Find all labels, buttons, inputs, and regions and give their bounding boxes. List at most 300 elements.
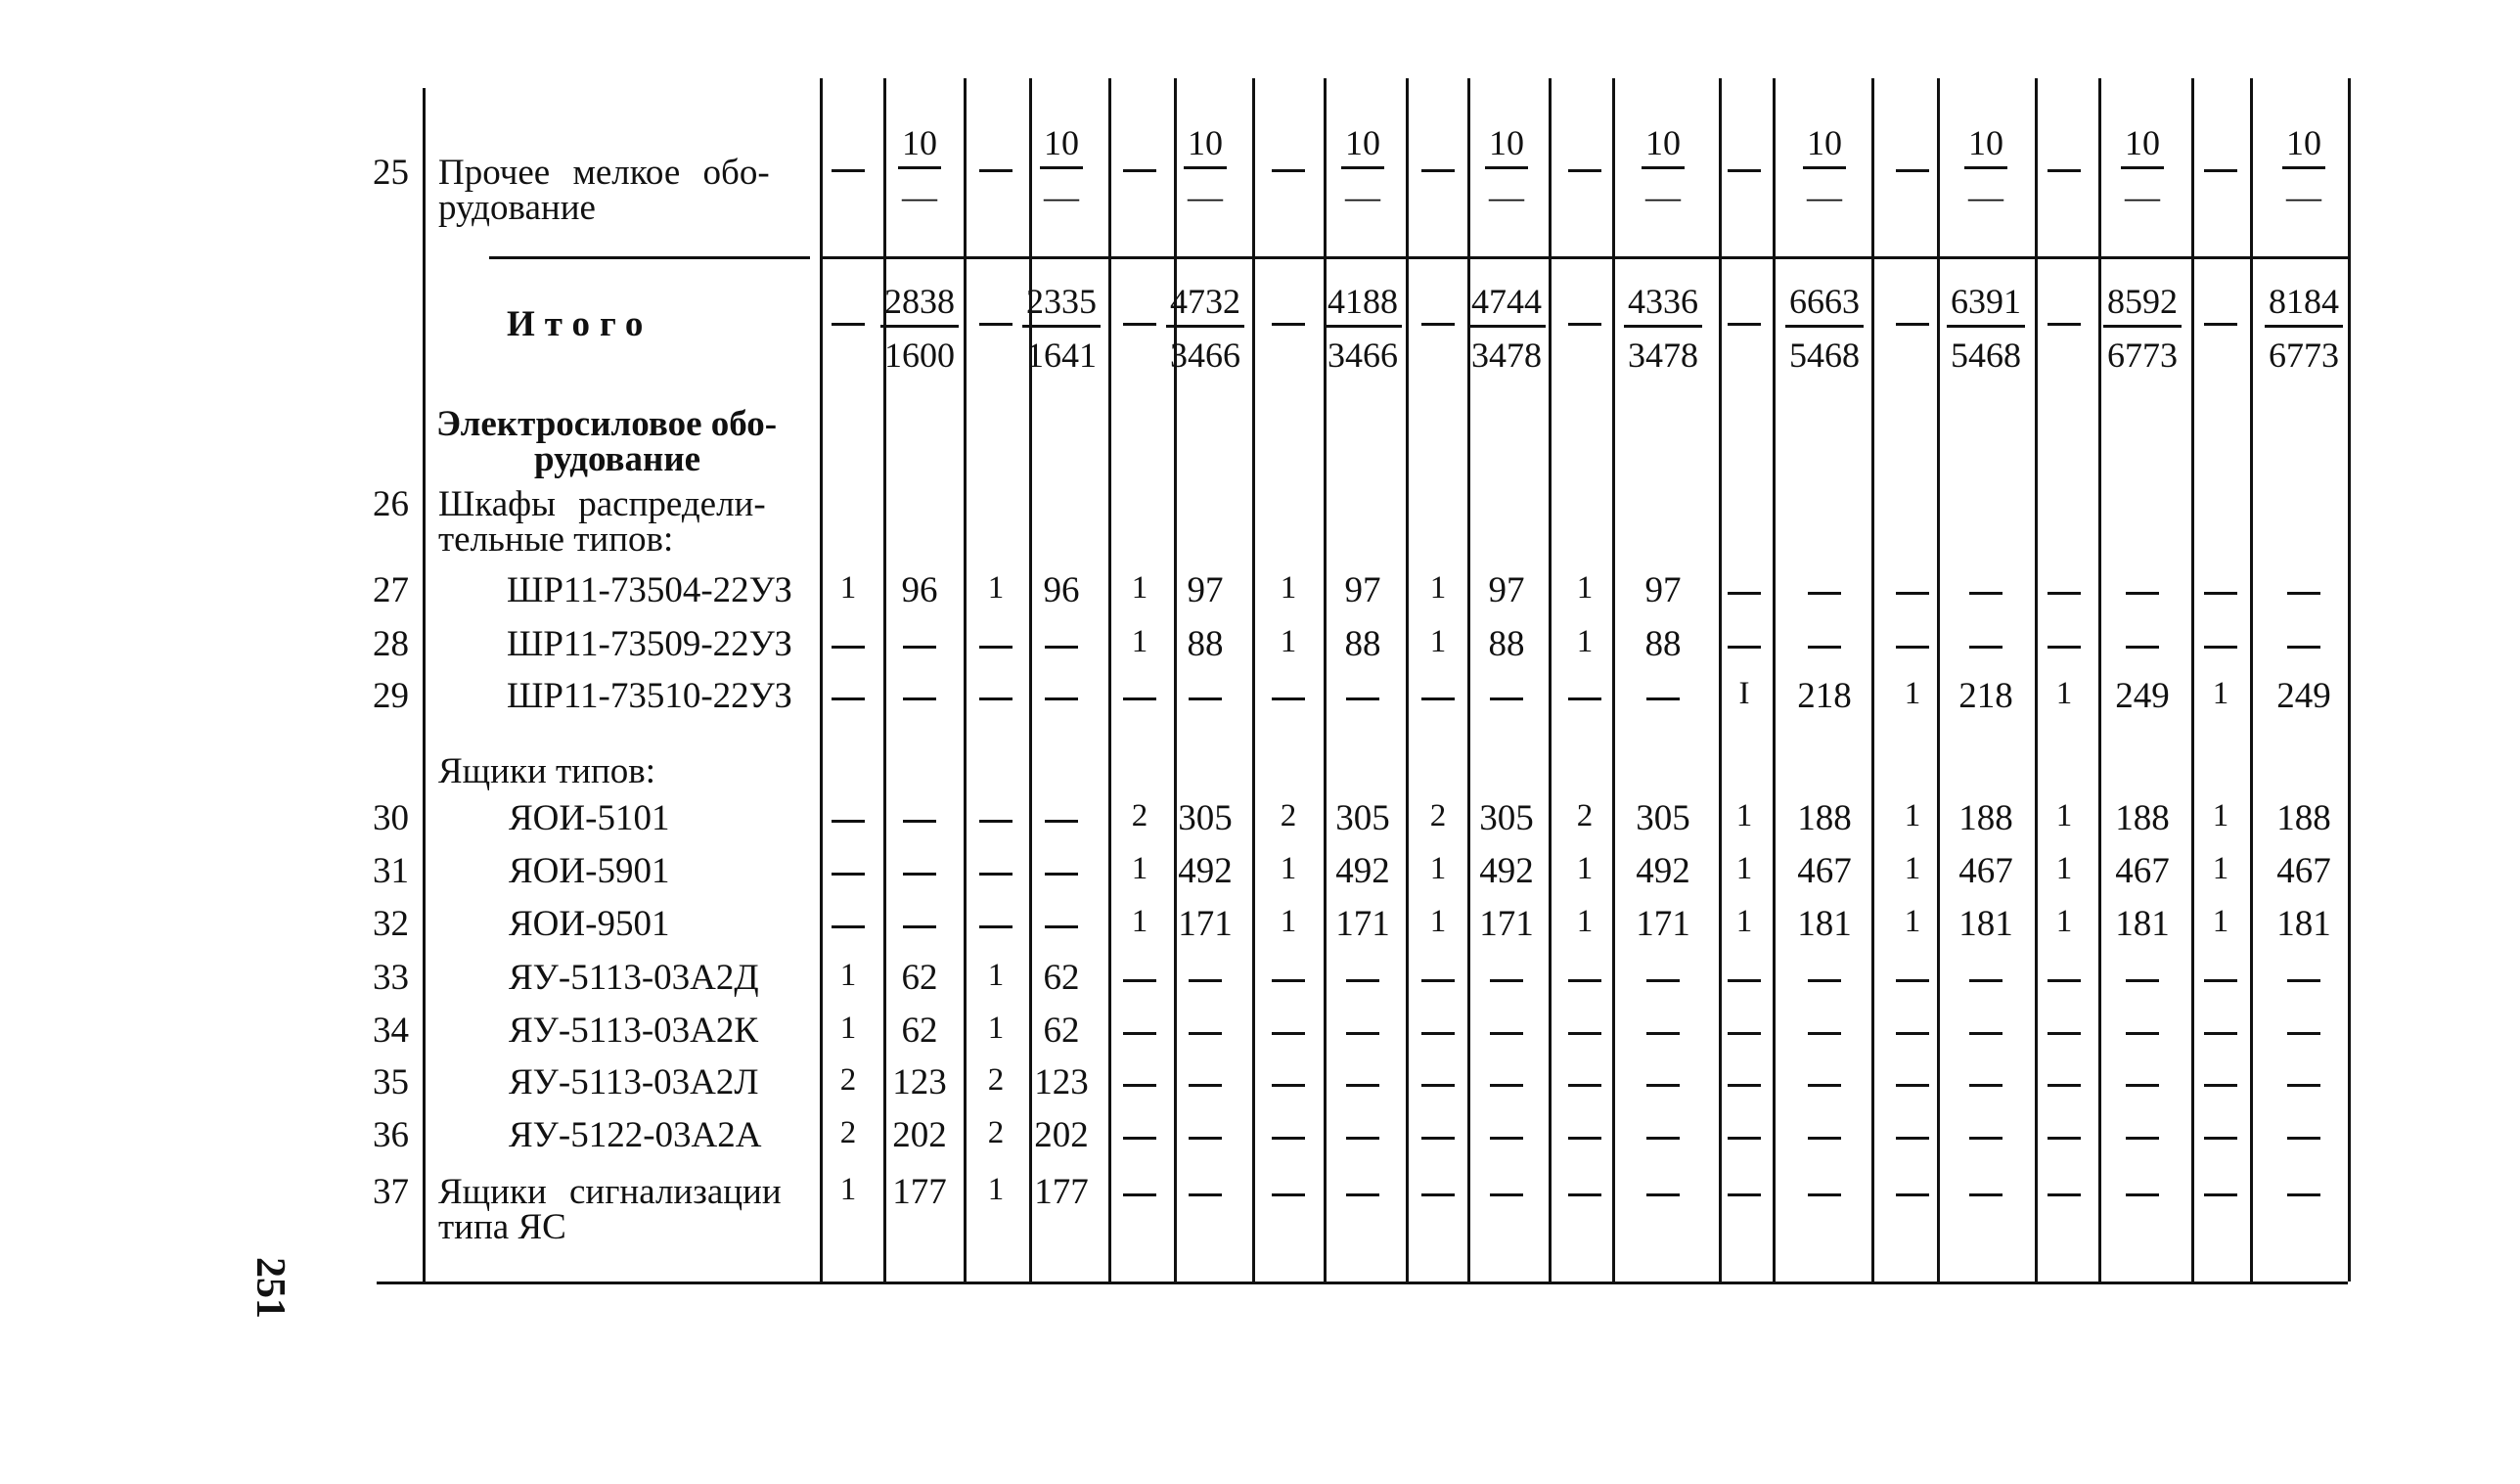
dash-cell (1969, 1193, 2002, 1196)
value-cell: 492 (1479, 851, 1534, 891)
dash-cell (1346, 1084, 1379, 1087)
fraction-numerator: 10 (1188, 123, 1223, 162)
row-label: ЯОИ-5101 (509, 798, 670, 838)
row-label: ШР11-73509-22УЗ (507, 624, 792, 664)
dash-cell (1272, 1032, 1305, 1035)
dash-cell (832, 925, 865, 928)
value-cell: 305 (1335, 798, 1390, 838)
dash-cell (2048, 592, 2081, 595)
dash-cell (2204, 1084, 2237, 1087)
dash-cell (1728, 979, 1761, 982)
dash-cell (2048, 979, 2081, 982)
fraction-cell (1803, 125, 1846, 214)
fraction-denominator: — (1044, 177, 1079, 216)
fraction-numerator: 8592 (2107, 282, 2178, 321)
dash-cell (1646, 1193, 1680, 1196)
dash-cell (1272, 169, 1305, 172)
fraction-numerator: 2838 (884, 282, 955, 321)
quantity-cell: 2 (1131, 798, 1148, 833)
fraction-denominator: — (2125, 177, 2160, 216)
dash-cell (1346, 1193, 1379, 1196)
dash-cell (1123, 323, 1156, 326)
row-number: 30 (373, 798, 409, 838)
quantity-cell: 1 (2212, 676, 2229, 711)
fraction-numerator: 6663 (1789, 282, 1860, 321)
dash-cell (1728, 1193, 1761, 1196)
row-label: тельные типов: (438, 519, 674, 560)
value-cell: 218 (1958, 676, 2013, 716)
quantity-cell: 1 (1429, 851, 1447, 886)
quantity-cell: 1 (2055, 798, 2073, 833)
value-cell: 62 (901, 1011, 938, 1051)
value-cell: 97 (1644, 570, 1682, 610)
dash-cell (1346, 697, 1379, 700)
dash-cell (1808, 646, 1841, 649)
dash-cell (1568, 979, 1601, 982)
value-cell: 88 (1187, 624, 1224, 664)
value-cell: 62 (1043, 958, 1080, 998)
dash-cell (1969, 1084, 2002, 1087)
value-cell: 88 (1488, 624, 1525, 664)
dash-cell (1123, 1032, 1156, 1035)
value-cell: 88 (1644, 624, 1682, 664)
dash-cell (1272, 697, 1305, 700)
value-cell: 467 (2276, 851, 2331, 891)
value-cell: 202 (892, 1115, 947, 1155)
dash-cell (1123, 697, 1156, 700)
row-label: ЯУ-5113-03А2К (509, 1011, 759, 1051)
fraction-cell (2265, 284, 2343, 373)
fraction-cell (2103, 284, 2182, 373)
dash-cell (2287, 1137, 2320, 1140)
page-number: 251 (248, 1257, 292, 1319)
dash-cell (1808, 1084, 1841, 1087)
value-cell: 181 (2115, 904, 2170, 944)
row-number: 31 (373, 851, 409, 891)
dash-cell (1490, 697, 1523, 700)
value-cell: 188 (2276, 798, 2331, 838)
dash-cell (1646, 979, 1680, 982)
value-cell: 181 (1958, 904, 2013, 944)
dash-cell (2048, 646, 2081, 649)
dash-cell (1896, 1137, 1929, 1140)
fraction-cell (1022, 284, 1101, 373)
value-cell: 305 (1479, 798, 1534, 838)
dash-cell (979, 646, 1012, 649)
fraction-cell (1642, 125, 1685, 214)
quantity-cell: 1 (1131, 851, 1148, 886)
quantity-cell: 1 (2212, 798, 2229, 833)
fraction-cell (1341, 125, 1384, 214)
fraction-bar (898, 166, 941, 169)
dash-cell (1808, 1032, 1841, 1035)
fraction-cell (1785, 284, 1864, 373)
fraction-cell (1166, 284, 1244, 373)
value-cell: 62 (1043, 1011, 1080, 1051)
dash-cell (1189, 1032, 1222, 1035)
value-cell: 188 (1958, 798, 2013, 838)
fraction-numerator: 10 (2125, 123, 2160, 162)
dash-cell (1421, 1084, 1455, 1087)
fraction-numerator: 10 (1968, 123, 2003, 162)
dash-cell (1728, 646, 1761, 649)
quantity-cell: 1 (839, 958, 857, 993)
quantity-cell: 2 (1429, 798, 1447, 833)
row-label: Ящики сигнализации (438, 1172, 782, 1212)
fraction-denominator: — (2286, 177, 2321, 216)
dash-cell (2048, 1193, 2081, 1196)
value-cell: 62 (901, 958, 938, 998)
quantity-cell: 1 (2055, 676, 2073, 711)
quantity-cell: I (1738, 676, 1750, 711)
fraction-bar (2121, 166, 2164, 169)
dash-cell (1728, 323, 1761, 326)
quantity-cell: 1 (2212, 904, 2229, 939)
dash-cell (1490, 1084, 1523, 1087)
dash-cell (2126, 979, 2159, 982)
dash-cell (2287, 646, 2320, 649)
section-rule (820, 256, 2348, 259)
row-number: 29 (373, 676, 409, 716)
fraction-numerator: 10 (1645, 123, 1681, 162)
dash-cell (1808, 1193, 1841, 1196)
dash-cell (2287, 979, 2320, 982)
dash-cell (832, 873, 865, 876)
dash-cell (1646, 697, 1680, 700)
row-label: ШР11-73510-22УЗ (507, 676, 792, 716)
quantity-cell: 1 (2212, 851, 2229, 886)
quantity-cell: 2 (987, 1062, 1005, 1098)
fraction-bar (1022, 325, 1101, 328)
value-cell: 467 (1797, 851, 1852, 891)
fraction-denominator: 3466 (1328, 336, 1398, 375)
value-cell: 171 (1335, 904, 1390, 944)
row-label: рудование (534, 439, 701, 479)
dash-cell (903, 646, 936, 649)
value-cell: 171 (1479, 904, 1534, 944)
fraction-bar (2282, 166, 2325, 169)
dash-cell (1646, 1084, 1680, 1087)
dash-cell (1896, 323, 1929, 326)
column-rule (423, 88, 426, 1282)
row-number: 25 (373, 153, 409, 193)
value-cell: 305 (1178, 798, 1233, 838)
dash-cell (1568, 697, 1601, 700)
dash-cell (2204, 1032, 2237, 1035)
dash-cell (979, 323, 1012, 326)
quantity-cell: 1 (1904, 851, 1921, 886)
section-rule (489, 256, 810, 259)
fraction-cell (898, 125, 941, 214)
value-cell: 96 (1043, 570, 1080, 610)
quantity-cell: 1 (1576, 570, 1594, 606)
value-cell: 171 (1636, 904, 1690, 944)
dash-cell (1421, 169, 1455, 172)
dash-cell (2126, 1032, 2159, 1035)
dash-cell (2126, 1084, 2159, 1087)
dash-cell (1189, 1193, 1222, 1196)
fraction-cell (1485, 125, 1528, 214)
fraction-bar (1324, 325, 1402, 328)
quantity-cell: 1 (1576, 624, 1594, 659)
quantity-cell: 1 (1429, 624, 1447, 659)
dash-cell (1045, 925, 1078, 928)
dash-cell (2126, 646, 2159, 649)
fraction-numerator: 10 (902, 123, 937, 162)
dash-cell (2204, 646, 2237, 649)
value-cell: 492 (1335, 851, 1390, 891)
dash-cell (2048, 1084, 2081, 1087)
row-label: ЯОИ-5901 (509, 851, 670, 891)
fraction-denominator: — (1807, 177, 1842, 216)
dash-cell (1123, 1193, 1156, 1196)
row-number: 34 (373, 1011, 409, 1051)
dash-cell (979, 925, 1012, 928)
quantity-cell: 2 (1280, 798, 1297, 833)
dash-cell (1646, 1032, 1680, 1035)
fraction-cell (2121, 125, 2164, 214)
dash-cell (1421, 323, 1455, 326)
dash-cell (1045, 820, 1078, 823)
quantity-cell: 1 (987, 1172, 1005, 1207)
dash-cell (979, 169, 1012, 172)
dash-cell (1421, 1193, 1455, 1196)
value-cell: 467 (1958, 851, 2013, 891)
fraction-bar (2103, 325, 2182, 328)
row-number: 32 (373, 904, 409, 944)
dash-cell (1272, 1137, 1305, 1140)
fraction-denominator: 1600 (884, 336, 955, 375)
row-number: 27 (373, 570, 409, 610)
value-cell: 171 (1178, 904, 1233, 944)
fraction-cell (1184, 125, 1227, 214)
dash-cell (1568, 1084, 1601, 1087)
value-cell: 249 (2276, 676, 2331, 716)
dash-cell (1123, 1137, 1156, 1140)
dash-cell (1728, 169, 1761, 172)
dash-cell (1728, 1032, 1761, 1035)
fraction-denominator: 1641 (1026, 336, 1097, 375)
dash-cell (1490, 1137, 1523, 1140)
dash-cell (2204, 169, 2237, 172)
dash-cell (1189, 1084, 1222, 1087)
fraction-denominator: 6773 (2107, 336, 2178, 375)
dash-cell (1568, 1032, 1601, 1035)
dash-cell (1421, 1137, 1455, 1140)
fraction-denominator: 5468 (1951, 336, 2021, 375)
dash-cell (2126, 592, 2159, 595)
dash-cell (2126, 1137, 2159, 1140)
value-cell: 177 (892, 1172, 947, 1212)
fraction-numerator: 10 (1044, 123, 1079, 162)
dash-cell (1896, 1032, 1929, 1035)
quantity-cell: 1 (839, 1172, 857, 1207)
quantity-cell: 2 (1576, 798, 1594, 833)
quantity-cell: 1 (1735, 851, 1753, 886)
value-cell: 181 (1797, 904, 1852, 944)
quantity-cell: 1 (987, 958, 1005, 993)
quantity-cell: 1 (2055, 851, 2073, 886)
dash-cell (1272, 1193, 1305, 1196)
fraction-bar (1040, 166, 1083, 169)
fraction-cell (1964, 125, 2007, 214)
dash-cell (2204, 979, 2237, 982)
quantity-cell: 1 (1131, 624, 1148, 659)
dash-cell (1808, 592, 1841, 595)
value-cell: 88 (1344, 624, 1381, 664)
dash-cell (1568, 169, 1601, 172)
dash-cell (903, 925, 936, 928)
value-cell: 177 (1034, 1172, 1089, 1212)
row-number: 33 (373, 958, 409, 998)
row-label: Электросиловое обо- (436, 404, 778, 444)
quantity-cell: 2 (839, 1115, 857, 1150)
fraction-bar (1947, 325, 2025, 328)
dash-cell (2048, 1137, 2081, 1140)
dash-cell (832, 646, 865, 649)
value-cell: 305 (1636, 798, 1690, 838)
row-label: ЯУ-5113-03А2Л (509, 1062, 759, 1102)
dash-cell (1808, 1137, 1841, 1140)
dash-cell (2204, 323, 2237, 326)
dash-cell (832, 323, 865, 326)
dash-cell (1568, 323, 1601, 326)
row-label: ЯОИ-9501 (509, 904, 670, 944)
fraction-denominator: — (1188, 177, 1223, 216)
dash-cell (1728, 1084, 1761, 1087)
dash-cell (1045, 697, 1078, 700)
fraction-numerator: 4336 (1628, 282, 1698, 321)
dash-cell (1568, 1137, 1601, 1140)
fraction-numerator: 4732 (1170, 282, 1240, 321)
fraction-denominator: 3478 (1471, 336, 1542, 375)
fraction-numerator: 4188 (1328, 282, 1398, 321)
dash-cell (1969, 592, 2002, 595)
value-cell: 123 (1034, 1062, 1089, 1102)
dash-cell (1969, 979, 2002, 982)
quantity-cell: 1 (1280, 624, 1297, 659)
value-cell: 181 (2276, 904, 2331, 944)
quantity-cell: 1 (1429, 570, 1447, 606)
value-cell: 492 (1178, 851, 1233, 891)
dash-cell (1896, 646, 1929, 649)
row-label: ЯУ-5113-03А2Д (509, 958, 759, 998)
dash-cell (1189, 1137, 1222, 1140)
fraction-cell (2282, 125, 2325, 214)
value-cell: 202 (1034, 1115, 1089, 1155)
value-cell: 97 (1187, 570, 1224, 610)
dash-cell (1045, 646, 1078, 649)
dash-cell (1123, 1084, 1156, 1087)
quantity-cell: 1 (1280, 904, 1297, 939)
dash-cell (1568, 1193, 1601, 1196)
fraction-bar (1964, 166, 2007, 169)
fraction-numerator: 10 (1807, 123, 1842, 162)
fraction-denominator: 5468 (1789, 336, 1860, 375)
fraction-cell (1324, 284, 1402, 373)
quantity-cell: 1 (839, 1011, 857, 1046)
quantity-cell: 1 (1735, 904, 1753, 939)
dash-cell (1421, 979, 1455, 982)
fraction-bar (880, 325, 959, 328)
dash-cell (903, 697, 936, 700)
fraction-bar (1467, 325, 1546, 328)
dash-cell (1646, 1137, 1680, 1140)
quantity-cell: 2 (839, 1062, 857, 1098)
row-number: 26 (373, 484, 409, 524)
fraction-numerator: 4744 (1471, 282, 1542, 321)
fraction-denominator: — (902, 177, 937, 216)
row-label: Итого (507, 304, 653, 344)
fraction-numerator: 2335 (1026, 282, 1097, 321)
row-label: типа ЯС (438, 1207, 566, 1247)
row-label: Прочее мелкое обо- (438, 153, 770, 193)
quantity-cell: 1 (987, 570, 1005, 606)
fraction-numerator: 8184 (2269, 282, 2339, 321)
quantity-cell: 1 (1735, 798, 1753, 833)
fraction-cell (880, 284, 959, 373)
fraction-numerator: 10 (1345, 123, 1380, 162)
row-label: ШР11-73504-22УЗ (507, 570, 792, 610)
fraction-denominator: 3466 (1170, 336, 1240, 375)
value-cell: 467 (2115, 851, 2170, 891)
dash-cell (1896, 1193, 1929, 1196)
quantity-cell: 1 (839, 570, 857, 606)
dash-cell (1189, 979, 1222, 982)
value-cell: 188 (1797, 798, 1852, 838)
dash-cell (2287, 592, 2320, 595)
row-number: 36 (373, 1115, 409, 1155)
dash-cell (1969, 1137, 2002, 1140)
dash-cell (2204, 1137, 2237, 1140)
fraction-denominator: — (1345, 177, 1380, 216)
fraction-cell (1947, 284, 2025, 373)
fraction-denominator: — (1489, 177, 1524, 216)
quantity-cell: 1 (1131, 904, 1148, 939)
quantity-cell: 1 (1131, 570, 1148, 606)
dash-cell (1346, 1137, 1379, 1140)
dash-cell (1421, 697, 1455, 700)
quantity-cell: 1 (1576, 904, 1594, 939)
dash-cell (1896, 169, 1929, 172)
quantity-cell: 2 (987, 1115, 1005, 1150)
quantity-cell: 1 (987, 1011, 1005, 1046)
dash-cell (1346, 1032, 1379, 1035)
value-cell: 97 (1344, 570, 1381, 610)
fraction-denominator: — (1645, 177, 1681, 216)
dash-cell (1969, 1032, 2002, 1035)
quantity-cell: 1 (1576, 851, 1594, 886)
fraction-cell (1467, 284, 1546, 373)
dash-cell (2048, 1032, 2081, 1035)
dash-cell (1896, 592, 1929, 595)
fraction-denominator: 3478 (1628, 336, 1698, 375)
dash-cell (1272, 323, 1305, 326)
dash-cell (903, 873, 936, 876)
dash-cell (1896, 979, 1929, 982)
fraction-bar (1785, 325, 1864, 328)
dash-cell (2126, 1193, 2159, 1196)
row-number: 35 (373, 1062, 409, 1102)
dash-cell (1728, 1137, 1761, 1140)
table-bottom-rule (377, 1282, 2348, 1284)
dash-cell (1728, 592, 1761, 595)
value-cell: 123 (892, 1062, 947, 1102)
dash-cell (1421, 1032, 1455, 1035)
fraction-bar (1642, 166, 1685, 169)
fraction-denominator: 6773 (2269, 336, 2339, 375)
dash-cell (2204, 592, 2237, 595)
